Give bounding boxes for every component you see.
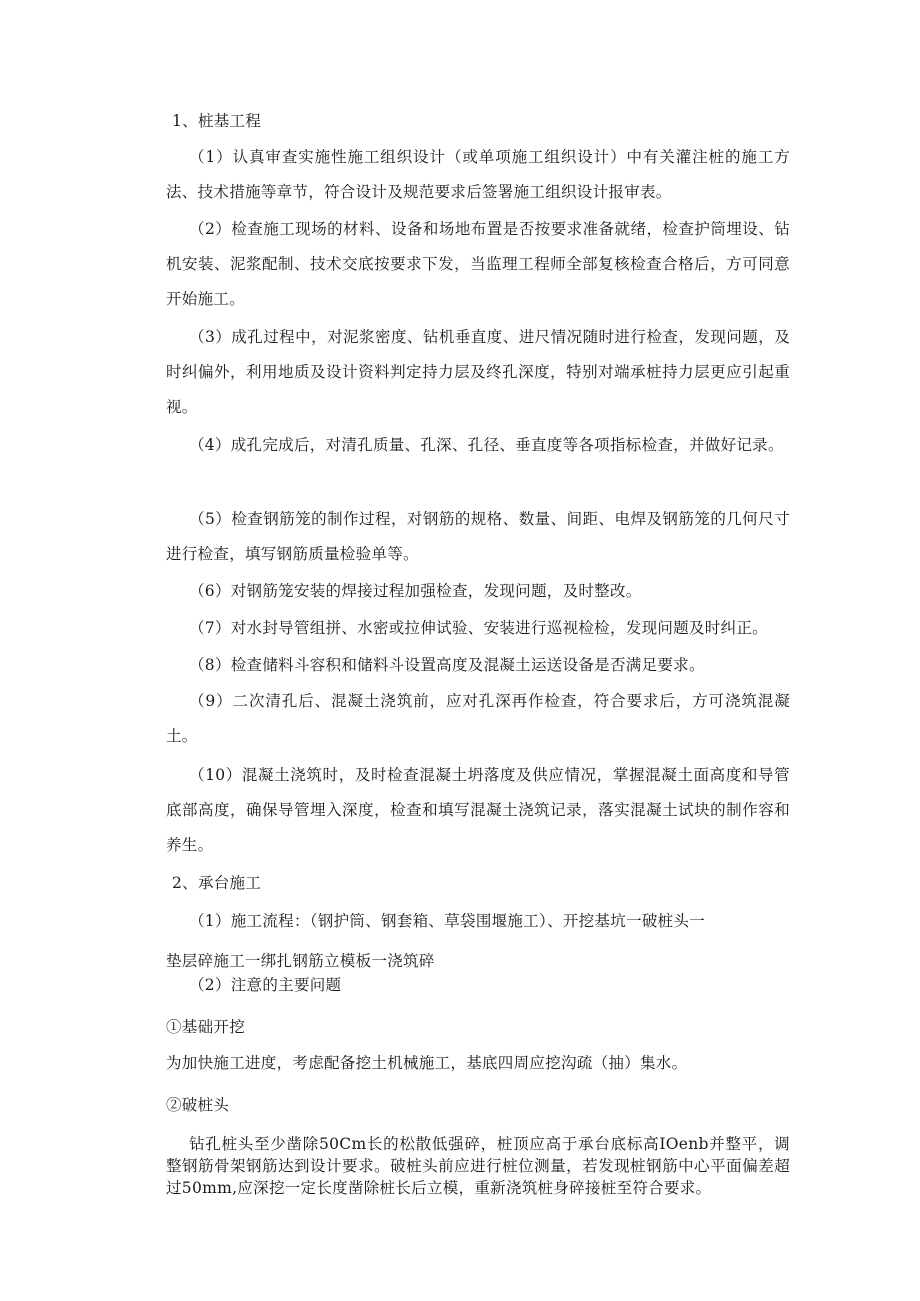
flow-line-1: （1）施工流程：（钢护筒、钢套箱、草袋围堰施工）、开挖基坑一破桩头一 xyxy=(189,912,706,930)
sub-1-text: 为加快施工进度，考虑配备挖土机械施工，基底四周应挖沟疏（抽）集水。 xyxy=(166,1054,688,1072)
flow-line-2: 垫层碎施工一绑扎钢筋立模板一浇筑碎 xyxy=(166,952,435,970)
sub-2-text: 钻孔桩头至少凿除50Cm长的松散低强碎，桩顶应高于承台底标高IOenb并整平，调整钢筋骨架钢筋达到设计要求。破桩头前应进行桩位测量，若发现桩钢筋中心平面偏差超过50mm,应深挖一定长度凿除桩长后立模，重新浇筑桩身碎接桩至符合要求。 xyxy=(166,1135,790,1197)
issues-title: （2）注意的主要问题 xyxy=(189,976,342,994)
item-8: （8）检查储料斗容积和储料斗设置高度及混凝土运送设备是否满足要求。 xyxy=(189,656,705,674)
item-5: （5）检查钢筋笼的制作过程，对钢筋的规格、数量、间距、电焊及钢筋笼的几何尺寸进行检查，填写钢筋质量检验单等。 xyxy=(166,510,790,563)
item-1: （1）认真审查实施性施工组织设计（或单项施工组织设计）中有关灌注桩的施工方法、技术措施等章节，符合设计及规范要求后签署施工组织设计报审表。 xyxy=(166,148,790,201)
item-4: （4）成孔完成后，对清孔质量、孔深、孔径、垂直度等各项指标检查，并做好记录。 xyxy=(189,436,784,454)
item-2: （2）检查施工现场的材料、设备和场地布置是否按要求准备就绪，检查护筒埋设、钻机安装、泥浆配制、技术交底按要求下发，当监理工程师全部复核检查合格后，方可同意开始施工。 xyxy=(166,220,790,308)
item-9: （9）二次清孔后、混凝土浇筑前，应对孔深再作检查，符合要求后，方可浇筑混凝土。 xyxy=(166,692,790,745)
item-10: （10）混凝土浇筑时，及时检查混凝土坍落度及供应情况，掌握混凝土面高度和导管底部高度，确保导管埋入深度，检查和填写混凝土浇筑记录，落实混凝土试块的制作容和养生。 xyxy=(166,766,790,854)
item-3: （3）成孔过程中，对泥浆密度、钻机垂直度、进尺情况随时进行检查，发现问题，及时纠偏外，利用地质及设计资料判定持力层及终孔深度，特别对端承桩持力层更应引起重视。 xyxy=(166,328,790,416)
section-2-title: 2、承台施工 xyxy=(172,874,262,892)
sub-1-title: ①基础开挖 xyxy=(166,1018,246,1036)
section-1-title: 1、桩基工程 xyxy=(172,112,262,130)
item-6: （6）对钢筋笼安装的焊接过程加强检查，发现问题，及时整改。 xyxy=(189,582,642,600)
sub-2-title: ②破桩头 xyxy=(166,1096,230,1114)
item-7: （7）对水封导管组拼、水密或拉伸试验、安装进行巡视检检，发现问题及时纠正。 xyxy=(189,619,768,637)
